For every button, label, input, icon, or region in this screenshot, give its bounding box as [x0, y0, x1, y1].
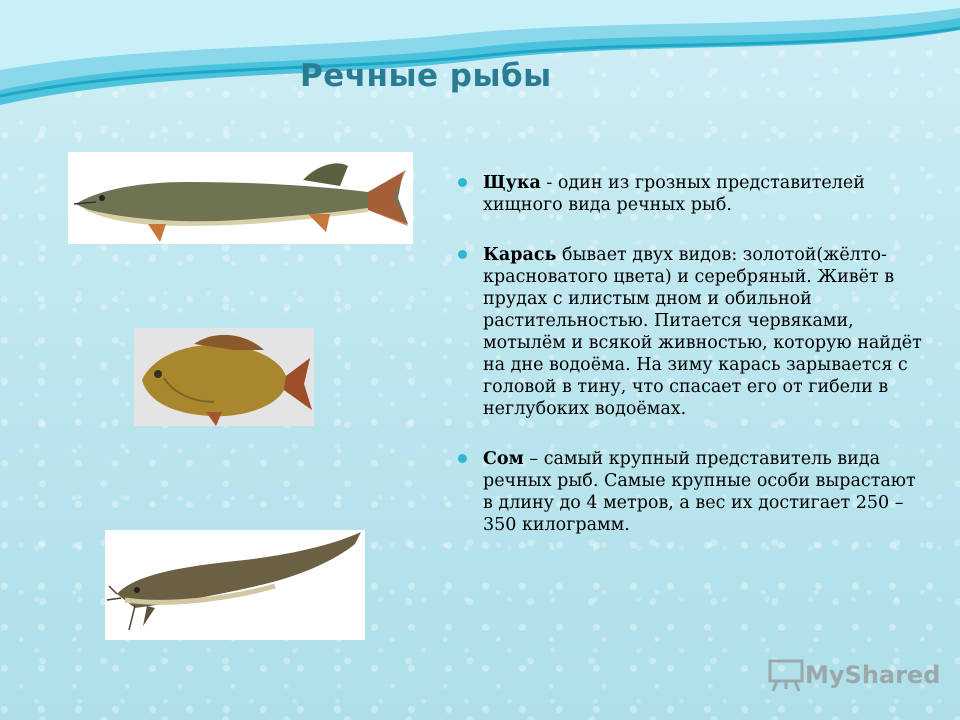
item-text: бывает двух видов: золотой(жёлто- красноватого цвета) и серебряный. Живёт в прудах с илистым дном и обильной растительностью. Питается червяками, мотылём и всякой живностью, которую найдёт на дне водоёма. На зиму карась зарывается с головой в тину, что спасает его от гибели в неглубоких водоёмах. — [483, 245, 922, 419]
bullet-icon — [458, 178, 467, 187]
item-term: Карась — [483, 245, 557, 265]
carp-photo — [134, 328, 314, 426]
bullet-icon — [458, 454, 467, 463]
bullet-icon — [458, 250, 467, 259]
list-item-catfish — [458, 448, 928, 536]
pike-photo — [68, 152, 413, 244]
item-term: Щука — [483, 173, 541, 193]
presentation-board-icon — [767, 658, 805, 692]
fish-list — [458, 172, 928, 536]
item-text: – самый крупный представитель вида речных рыб. Самые крупные особи вырастают в длину до 4 метров, а вес их достигает 250 – 350 килограмм. — [483, 449, 916, 535]
watermark-logo — [767, 658, 940, 692]
slide-title: Речные рыбы — [300, 58, 552, 94]
item-term: Сом — [483, 449, 524, 469]
list-item-carp — [458, 244, 928, 420]
list-item-pike — [458, 172, 928, 216]
item-text: - один из грозных представителей хищного вида речных рыб. — [483, 173, 865, 215]
watermark-text: MyShared — [805, 661, 941, 689]
catfish-photo — [105, 530, 365, 640]
